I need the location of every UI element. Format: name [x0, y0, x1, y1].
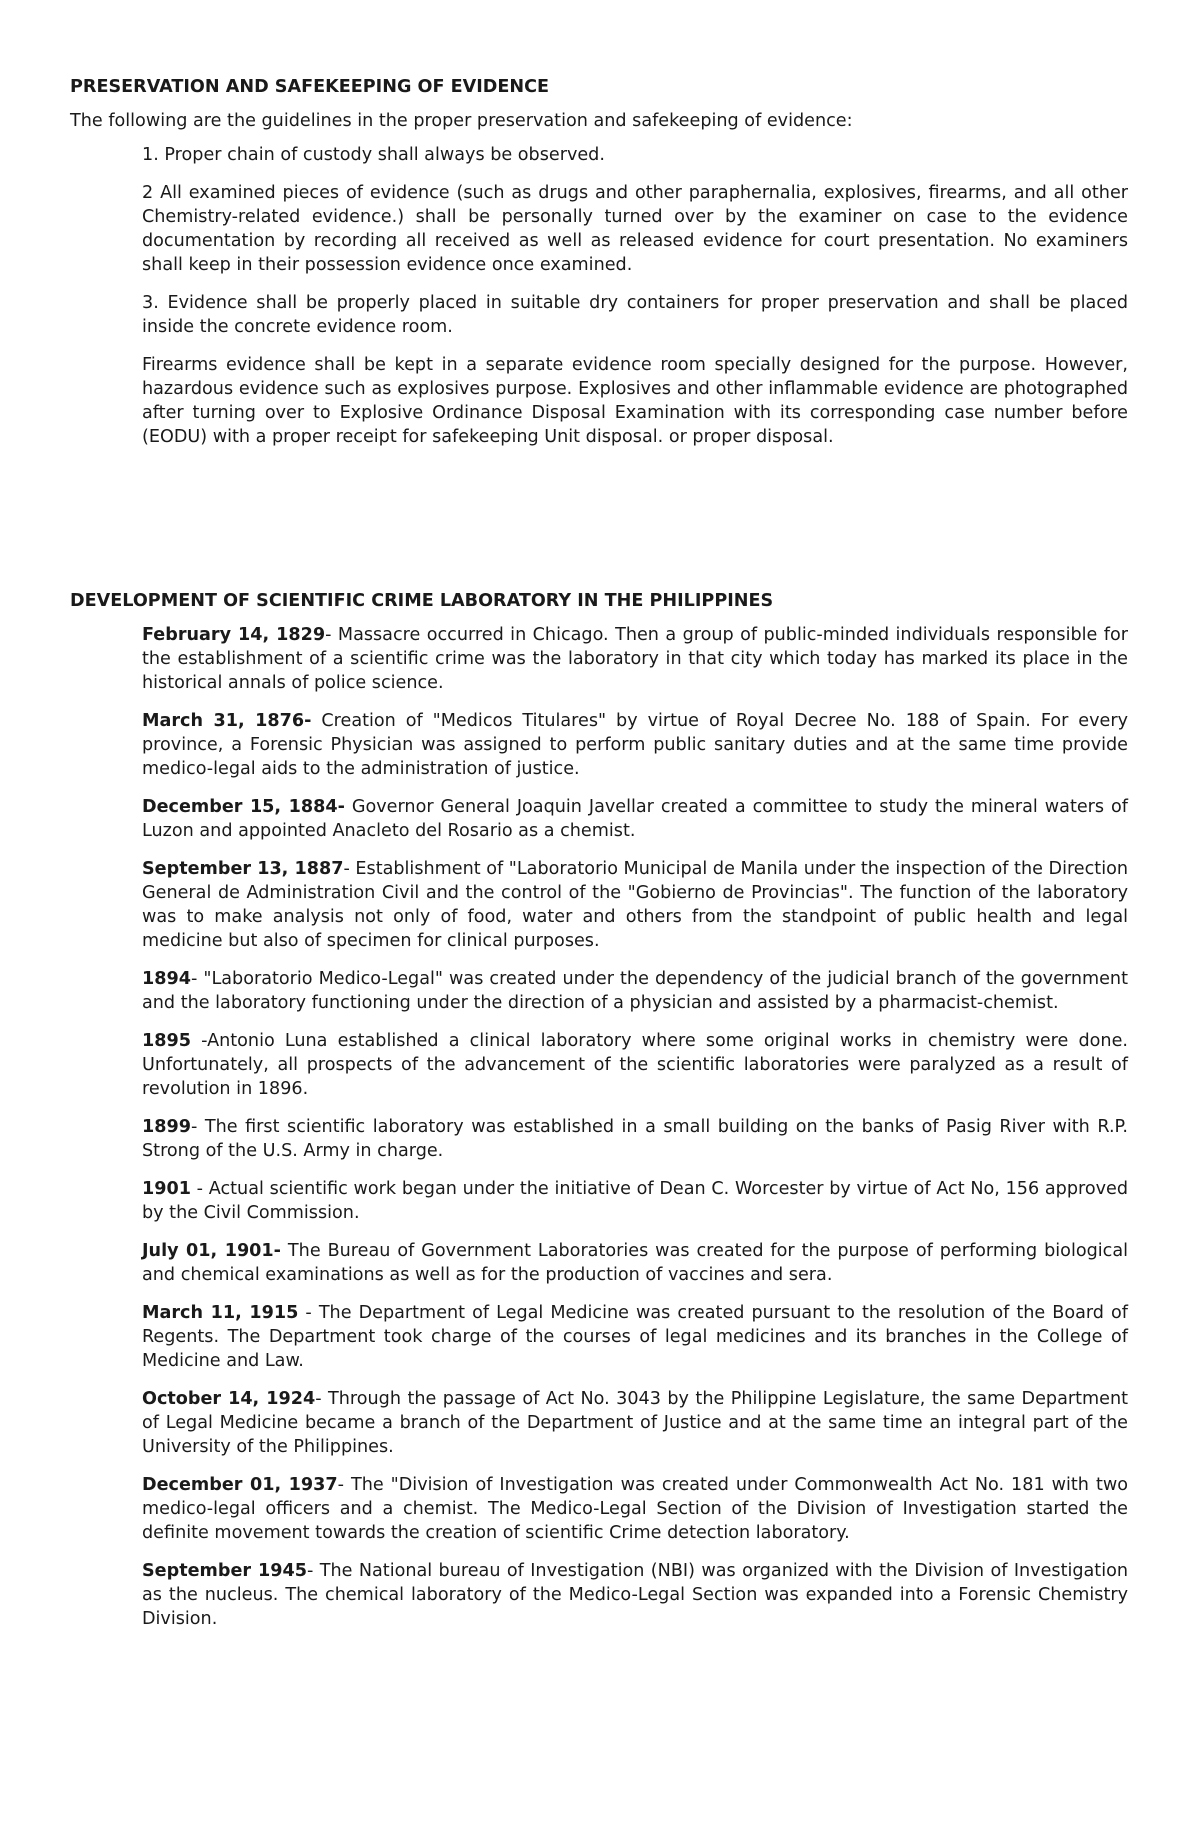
timeline-entry	[142, 1177, 1128, 1225]
entry-text: - Massacre occurred in Chicago. Then a group of public-minded individuals responsible for the establishment of a scientific crime was the laboratory in that city which today has marked its place in the historical annals of police science.	[142, 625, 1128, 693]
entry-date: December 15, 1884-	[142, 797, 345, 817]
entry-text: - The Department of Legal Medicine was created pursuant to the resolution of the Board of Regents. The Department took charge of the courses of legal medicines and its branches in the College of Medicine and Law.	[142, 1303, 1128, 1371]
entry-date: 1899	[142, 1117, 191, 1137]
section-title-development: DEVELOPMENT OF SCIENTIFIC CRIME LABORATORY IN THE PHILIPPINES	[70, 591, 774, 611]
entry-text: The Bureau of Government Laboratories was created for the purpose of performing biological and chemical examinations as well as for the production of vaccines and sera.	[142, 1241, 1128, 1285]
entry-text: Creation of "Medicos Titulares" by virtue of Royal Decree No. 188 of Spain. For every province, a Forensic Physician was assigned to perform public sanitary duties and at the same time provide medico-legal aids to the administration of justice.	[142, 711, 1128, 779]
entry-text: -Antonio Luna established a clinical laboratory where some original works in chemistry were done. Unfortunately, all prospects of the advancement of the scientific laboratories were paralyzed as a result of revolution in 1896.	[142, 1031, 1128, 1099]
entry-text: - The National bureau of Investigation (NBI) was organized with the Division of Investigation as the nucleus. The chemical laboratory of the Medico-Legal Section was expanded into a Forensic Chemistry Division.	[142, 1561, 1129, 1629]
timeline-entry	[142, 1029, 1128, 1101]
entry-date: 1901	[142, 1179, 191, 1199]
entry-text: - The "Division of Investigation was created under Commonwealth Act No. 181 with two medico-legal officers and a chemist. The Medico-Legal Section of the Division of Investigation started the definite movement towards the creation of scientific Crime detection laboratory.	[142, 1475, 1128, 1543]
entry-text: - The first scientific laboratory was established in a small building on the banks of Pasig River with R.P. Strong of the U.S. Army in charge.	[142, 1117, 1128, 1161]
entry-text: Governor General Joaquin Javellar created a committee to study the mineral waters of Luzon and appointed Anacleto del Rosario as a chemist.	[142, 797, 1128, 841]
entry-date: 1895	[142, 1031, 191, 1051]
entry-date: September 13, 1887	[142, 859, 344, 879]
guideline-item-2: 2 All examined pieces of evidence (such as drugs and other paraphernalia, explosives, firearms, and all other Chemistry-related evidence.) shall be personally turned over by the examiner on case to the evidence documentation by recording all received as well as released evidence for court presentation. No examiners shall keep in their possession evidence once examined.	[142, 183, 1128, 275]
guideline-item-3: 3. Evidence shall be properly placed in suitable dry containers for proper preservation and shall be placed inside the concrete evidence room.	[142, 293, 1128, 337]
entry-date: February 14, 1829	[142, 625, 326, 645]
entry-date: September 1945	[142, 1561, 307, 1581]
entry-text: - "Laboratorio Medico-Legal" was created under the dependency of the judicial branch of the government and the laboratory functioning under the direction of a physician and assisted by a pharmacist-chemist.	[142, 969, 1128, 1013]
timeline-entry	[142, 623, 1128, 695]
timeline-entry	[142, 967, 1128, 1015]
firearms-paragraph: Firearms evidence shall be kept in a separate evidence room specially designed for the purpose. However, hazardous evidence such as explosives purpose. Explosives and other inflammable evidence are photographed after turning over to Explosive Ordinance Disposal Examination with its corresponding case number before (EODU) with a proper receipt for safekeeping Unit disposal. or proper disposal.	[142, 355, 1128, 447]
timeline-entry	[142, 1301, 1128, 1373]
timeline-entry	[142, 1115, 1128, 1163]
section-spacer	[70, 463, 1128, 589]
timeline-entry	[142, 709, 1128, 781]
timeline-entry	[142, 857, 1128, 953]
entry-text: - Through the passage of Act No. 3043 by the Philippine Legislature, the same Department of Legal Medicine became a branch of the Department of Justice and at the same time an integral part of the University of the Philippines.	[142, 1389, 1128, 1457]
entry-date: December 01, 1937	[142, 1475, 338, 1495]
section-title-preservation: PRESERVATION AND SAFEKEEPING OF EVIDENCE	[70, 77, 550, 97]
entry-text: - Actual scientific work began under the initiative of Dean C. Worcester by virtue of Act No, 156 approved by the Civil Commission.	[142, 1179, 1128, 1223]
entry-date: July 01, 1901-	[142, 1241, 281, 1261]
entry-date: 1894	[142, 969, 191, 989]
guideline-item-1: 1. Proper chain of custody shall always be observed.	[142, 145, 605, 165]
timeline-entry	[142, 1559, 1128, 1631]
entry-text: - Establishment of "Laboratorio Municipal de Manila under the inspection of the Direction General de Administration Civil and the control of the "Gobierno de Provincias". The function of the laboratory was to make analysis not only of food, water and others from the standpoint of public health and legal medicine but also of specimen for clinical purposes.	[142, 859, 1129, 951]
timeline-entry	[142, 795, 1128, 843]
entry-date: March 31, 1876-	[142, 711, 312, 731]
intro-paragraph: The following are the guidelines in the proper preservation and safekeeping of evidence:	[70, 111, 853, 131]
timeline-entry	[142, 1239, 1128, 1287]
entry-date: March 11, 1915	[142, 1303, 299, 1323]
entry-date: October 14, 1924	[142, 1389, 316, 1409]
timeline-entry	[142, 1473, 1128, 1545]
timeline-entry	[142, 1387, 1128, 1459]
